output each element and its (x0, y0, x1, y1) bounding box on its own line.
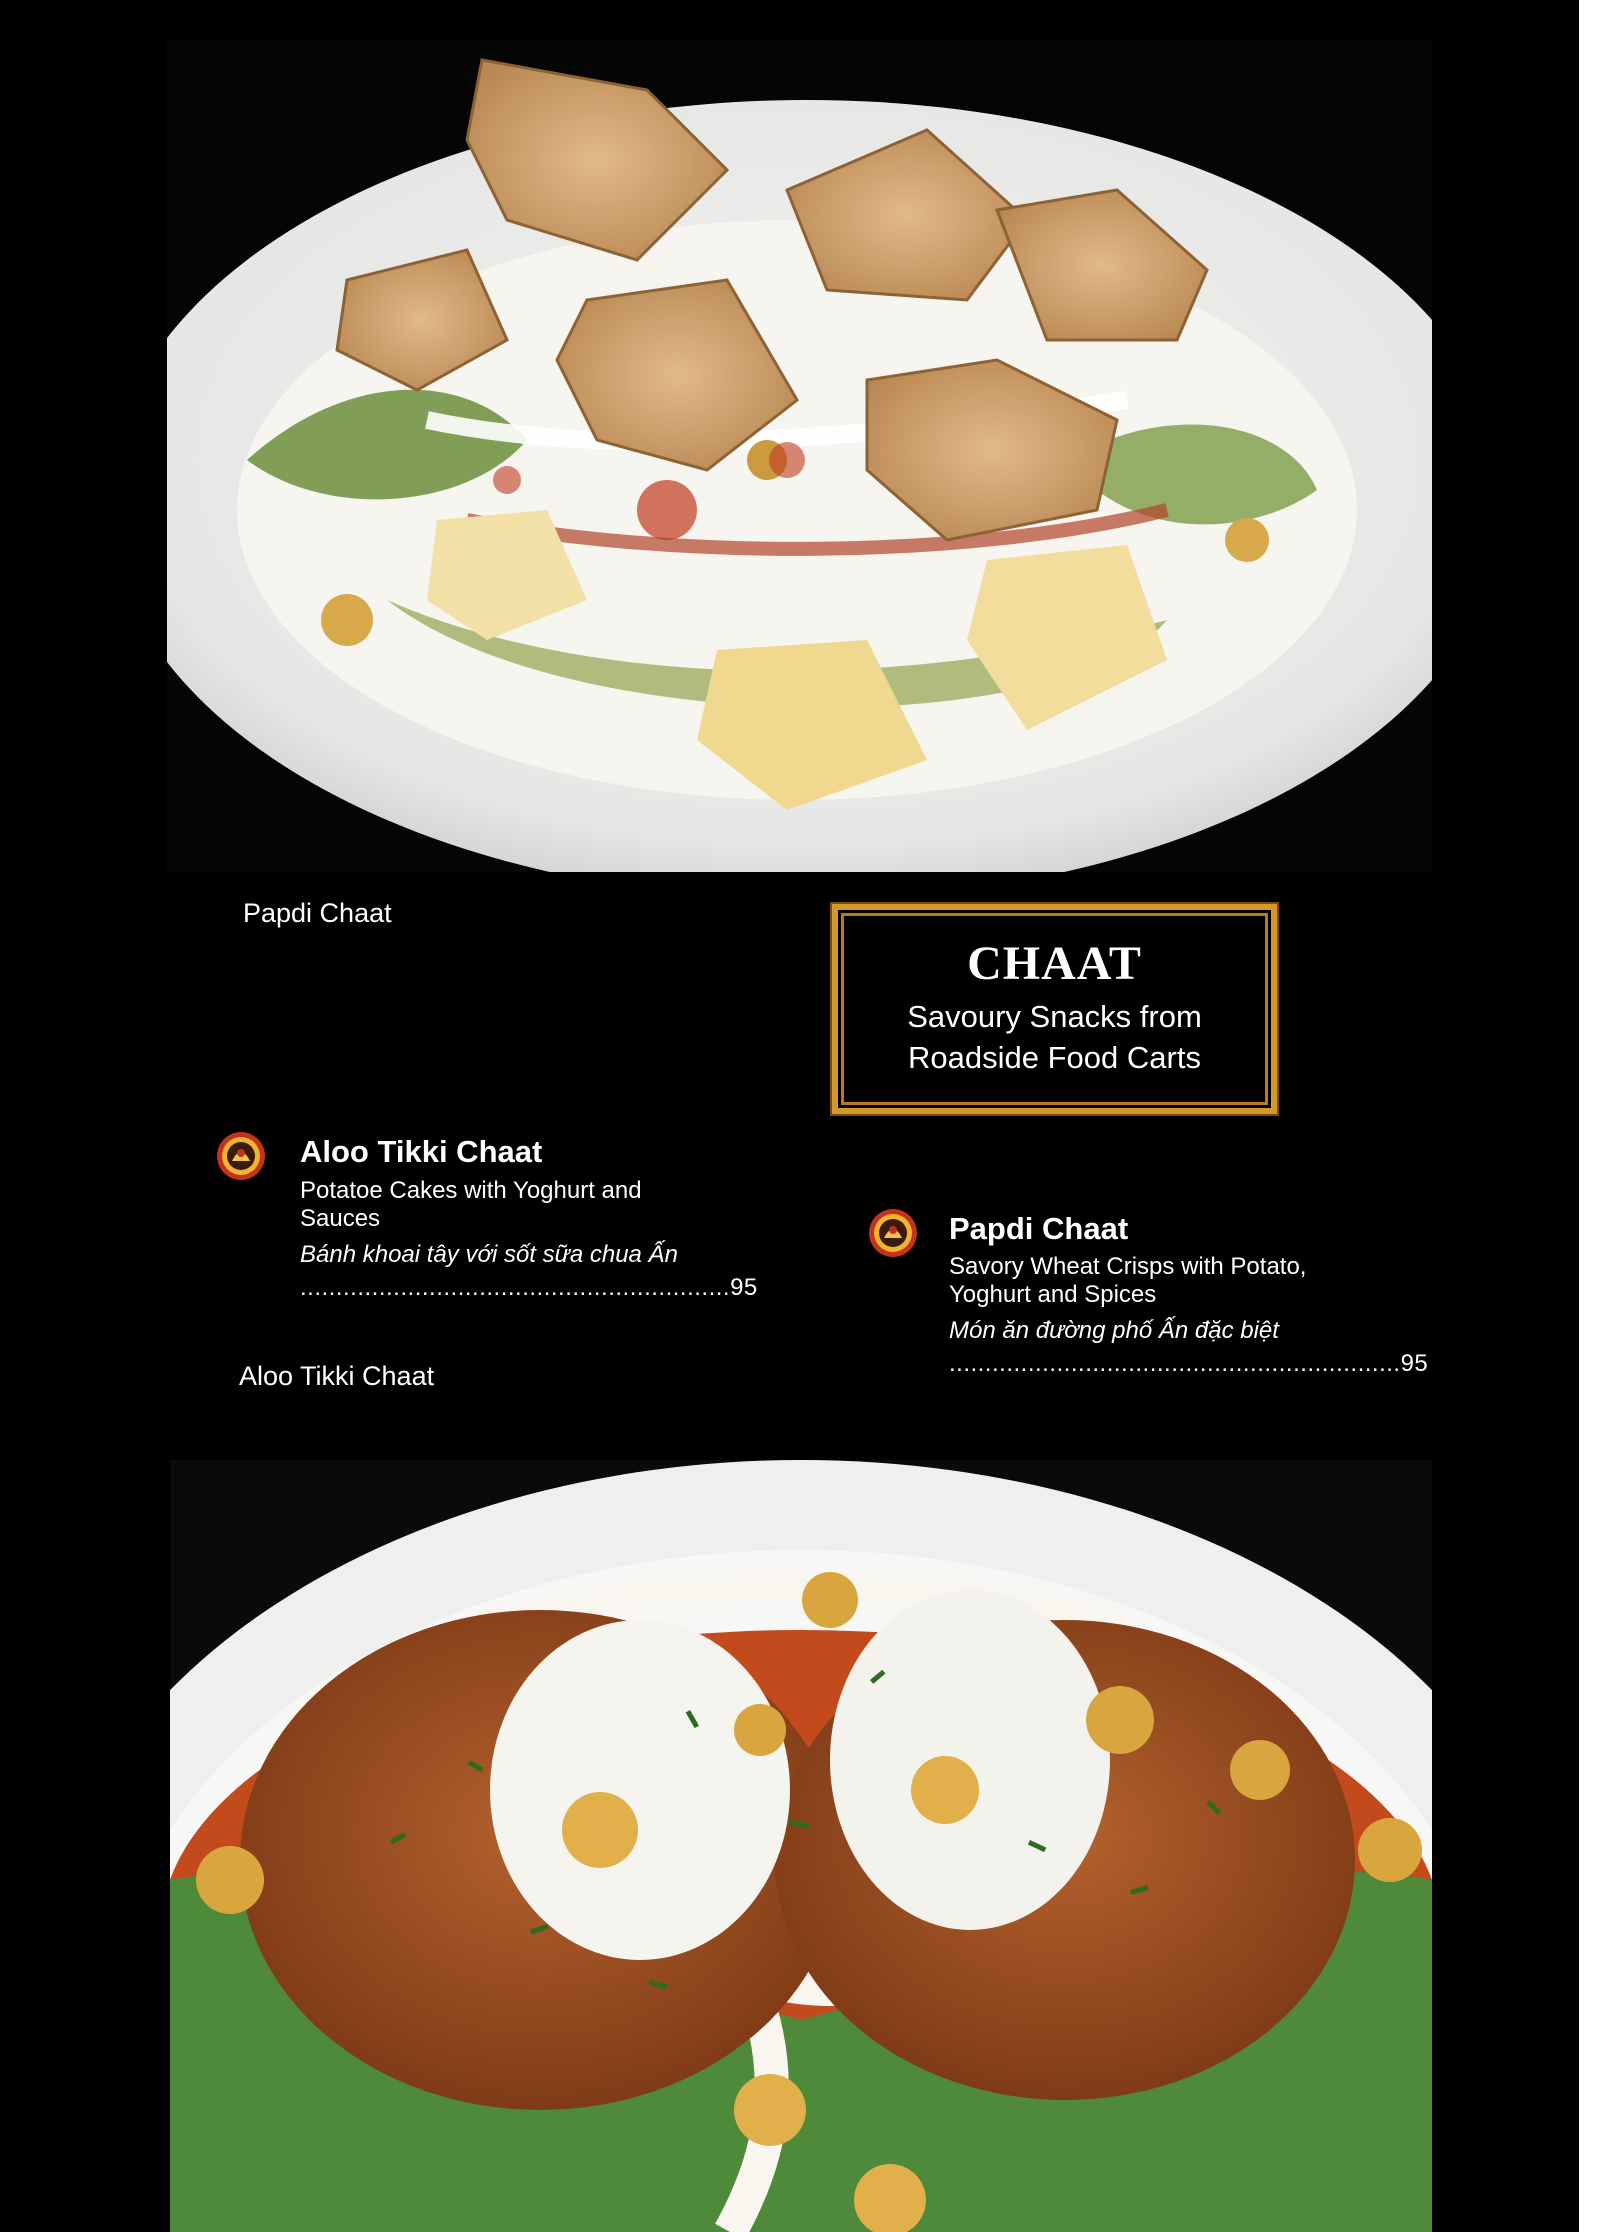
item-vietnamese-description: Bánh khoai tây với sốt sữa chua Ấn (300, 1241, 678, 1268)
aloo-tikki-chaat-photo (170, 1460, 1432, 2232)
section-subtitle-line1: Savoury Snacks from (907, 999, 1202, 1034)
item-description-line1: Savory Wheat Crisps with Potato, (949, 1253, 1307, 1280)
vegetarian-badge-icon (216, 1131, 266, 1181)
item-description-line2: Yoghurt and Spices (949, 1281, 1157, 1308)
item-name: Aloo Tikki Chaat (300, 1134, 543, 1169)
vegetarian-badge-icon (868, 1208, 918, 1258)
top-photo-caption: Papdi Chaat (243, 898, 392, 928)
section-title-box (832, 904, 1277, 1114)
section-title: CHAAT (967, 937, 1142, 990)
item-name: Papdi Chaat (949, 1211, 1129, 1246)
item-description-line1: Potatoe Cakes with Yoghurt and (300, 1177, 642, 1204)
papdi-chaat-photo (167, 40, 1432, 872)
item-price: ...............................................................95 (949, 1350, 1429, 1377)
item-vietnamese-description: Món ăn đường phố Ấn đặc biệt (949, 1317, 1279, 1344)
section-subtitle-line2: Roadside Food Carts (908, 1040, 1201, 1075)
item-price: ............................................................95 (300, 1274, 758, 1301)
page-edge-strip (1579, 0, 1600, 2232)
bottom-photo-caption: Aloo Tikki Chaat (239, 1361, 435, 1391)
item-description-line2: Sauces (300, 1205, 381, 1232)
